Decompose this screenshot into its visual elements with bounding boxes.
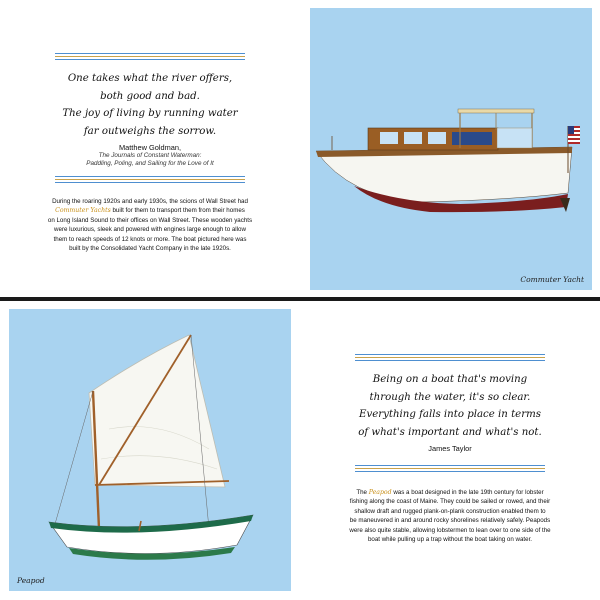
source-title: The Journals of Constant Waterman: bbox=[98, 152, 202, 159]
body-line: The Peapod was a boat designed in the late 19th century for lobster bbox=[356, 489, 544, 496]
quote-line: Everything falls into place in terms bbox=[359, 409, 541, 420]
attribution bbox=[40, 143, 260, 168]
body-line: on Long Island Sound to their offices on Wall Street. These wooden yachts bbox=[47, 216, 253, 224]
body-text bbox=[22, 197, 278, 253]
body-line: were luxurious, sleek and powered with engines large enough to allow bbox=[54, 226, 246, 234]
decorative-rules-middle bbox=[0, 176, 300, 185]
commuter-yacht-drawing bbox=[310, 8, 592, 290]
body-line: Commuter Yachts built for them to transport them from their homes bbox=[55, 207, 245, 215]
attribution bbox=[340, 444, 560, 453]
quote-line: of what's important and what's not. bbox=[358, 426, 542, 438]
spread-peapod bbox=[0, 301, 600, 598]
decorative-rules-middle bbox=[300, 465, 600, 474]
decorative-rules-top bbox=[300, 354, 600, 363]
body-line: were also quite stable, allowing lobstermen to lean over to one side of the bbox=[349, 526, 551, 534]
illustration-page-commuter-yacht bbox=[300, 0, 600, 297]
quote-line: both good and bad. bbox=[100, 90, 200, 102]
text-page-peapod bbox=[300, 301, 600, 598]
illustration-page-peapod bbox=[0, 301, 300, 598]
body-text bbox=[322, 488, 578, 544]
body-line: be maneuvered in and around rocky shorelines relatively safely. Peapods bbox=[349, 517, 551, 525]
author-name: James Taylor bbox=[428, 444, 472, 453]
peapod-illustration bbox=[9, 309, 291, 591]
body-line: fishing along the coast of Maine. They could be sailed or rowed, and their bbox=[349, 498, 551, 506]
highlight-commuter-yachts: Commuter Yachts bbox=[55, 207, 111, 215]
caption-commuter-yacht: Commuter Yacht bbox=[520, 275, 584, 284]
peapod-drawing bbox=[9, 309, 291, 591]
body-line: them to reach speeds of 12 knots or more. The boat pictured here was bbox=[53, 235, 247, 243]
decorative-rules-top bbox=[0, 53, 300, 62]
source-subtitle: Paddling, Poling, and Sailing for the Love of It bbox=[86, 160, 214, 167]
commuter-yacht-illustration bbox=[310, 8, 592, 290]
author-name: Matthew Goldman, bbox=[118, 143, 182, 152]
quote-line: far outweighs the sorrow. bbox=[83, 125, 217, 137]
text-page-commuter-yacht bbox=[0, 0, 300, 297]
quote-block bbox=[340, 371, 560, 441]
body-line: shallow draft and rugged plank-on-plank construction enabled them to bbox=[354, 507, 546, 515]
quote-line: One takes what the river offers, bbox=[67, 73, 233, 84]
spread-commuter-yacht bbox=[0, 0, 600, 297]
caption-peapod: Peapod bbox=[17, 576, 45, 585]
quote-block bbox=[40, 70, 260, 140]
flag-icon bbox=[568, 126, 580, 144]
quote-line: Being on a boat that's moving bbox=[372, 374, 528, 385]
body-line: boat while pulling up a trap without the boat taking on water. bbox=[367, 536, 533, 544]
quote-line: through the water, it's so clear. bbox=[369, 391, 531, 403]
quote-line: The joy of living by running water bbox=[62, 108, 238, 119]
body-line: During the roaring 1920s and early 1930s, the scions of Wall Street had bbox=[52, 198, 248, 205]
body-line: built by the Consolidated Yacht Company in the late 1920s. bbox=[69, 245, 231, 253]
highlight-peapod: Peapod bbox=[368, 489, 392, 496]
